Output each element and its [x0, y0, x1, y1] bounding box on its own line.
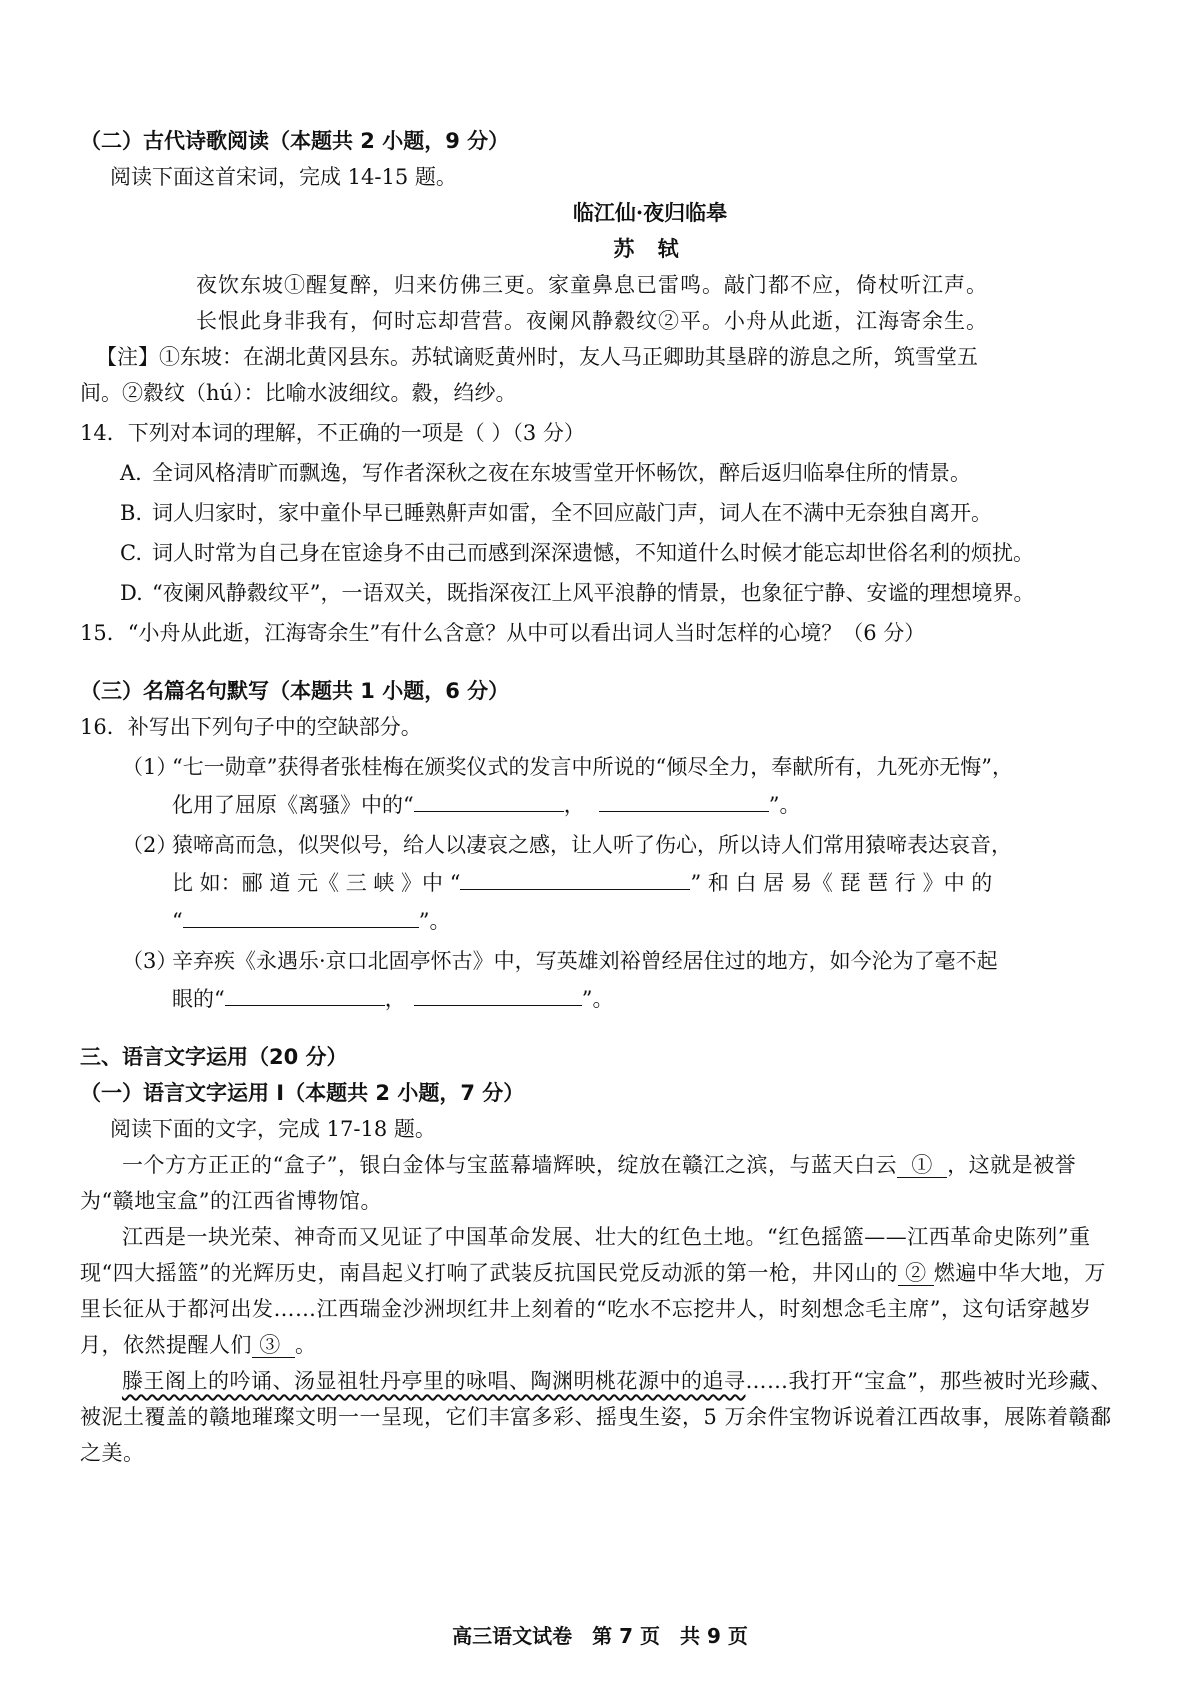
option-d[interactable]: [80, 575, 1120, 611]
poem-line-2: 长恨此身非我有，何时忘却营营。夜阑风静縠纹②平。小舟从此逝，江海寄余生。: [196, 309, 988, 333]
fill-item-text: 辛弃疾《永遇乐·京口北固亭怀古》中，写英雄刘裕曾经居住过的地方，如今沦为了毫不起: [172, 949, 998, 973]
fill-item-label: （3）: [122, 949, 178, 973]
option-label: D.: [120, 581, 143, 605]
fill-item-text: 比 如：郦 道 元《 三 峡 》中 “: [172, 871, 461, 895]
passage-paragraph-3: [80, 1363, 1120, 1471]
answer-blank[interactable]: [183, 901, 419, 928]
option-text: “夜阑风静縠纹平”，一语双关，既指深夜江上风平浪静的情景，也象征宁静、安谧的理想境界。: [152, 581, 1035, 605]
fill-item-text: ” 和 白 居 易《 琵 琶 行 》中 的: [690, 871, 993, 895]
option-label: B.: [120, 501, 143, 525]
fill-item-2: [80, 827, 1120, 939]
section-heading-poetry: （二）古代诗歌阅读（本题共 2 小题，9 分）: [80, 129, 510, 153]
page-footer: 高三语文试卷 第 7 页 共 9 页: [452, 1624, 748, 1648]
question-16-stem: 16．补写出下列句子中的空缺部分。: [80, 715, 422, 739]
passage-text: 。: [295, 1333, 317, 1357]
answer-blank[interactable]: [460, 863, 690, 890]
reading-instruction: 阅读下面的文字，完成 17-18 题。: [110, 1117, 436, 1141]
answer-blank[interactable]: [225, 979, 385, 1006]
question-14-stem: 14．下列对本词的理解，不正确的一项是（ ）（3 分）: [80, 421, 585, 445]
option-c[interactable]: [80, 535, 1120, 571]
poem-title: 临江仙·夜归临皋: [572, 200, 728, 225]
passage-text: ，这就是被誉为“赣地宝盒”的江西省博物馆。: [80, 1153, 1077, 1213]
poem-note-1: 【注】①东坡：在湖北黄冈县东。苏轼谪贬黄州时，友人马正卿助其垦辟的游息之所，筑雪堂五: [96, 345, 978, 369]
question-15-stem: 15．“小舟从此逝，江海寄余生”有什么含意？从中可以看出词人当时怎样的心境？（6 分）: [80, 621, 926, 645]
fill-item-3: [80, 943, 1120, 1017]
poetry-instruction: 阅读下面这首宋词，完成 14-15 题。: [110, 165, 457, 189]
passage-paragraph-2: [80, 1219, 1120, 1363]
section-heading-recitation: （三）名篇名句默写（本题共 1 小题，6 分）: [80, 679, 510, 703]
fill-item-text: ，: [384, 987, 406, 1011]
section-heading-language-1: （一）语言文字运用 I（本题共 2 小题，7 分）: [80, 1081, 525, 1105]
answer-blank-1[interactable]: ①: [897, 1153, 947, 1178]
answer-blank[interactable]: [599, 785, 769, 812]
answer-blank[interactable]: [414, 785, 564, 812]
fill-item-text: ”。: [581, 987, 614, 1011]
fill-item-text: “: [172, 909, 183, 933]
passage-paragraph-1: [80, 1147, 1120, 1219]
option-label: A.: [120, 461, 142, 485]
option-text: 词人归家时，家中童仆早已睡熟鼾声如雷，全不回应敲门声，词人在不满中无奈独自离开。: [152, 501, 992, 525]
fill-item-text: ”。: [768, 793, 801, 817]
passage-text: 江西是一块光荣、神奇而又见证了中国革命发展、壮大的红色土地。“红色摇篮——江西革命史陈列”重现“四大摇篮”的光辉历史，南昌起义打响了武装反抗国民党反动派的第一枪，井冈山的: [80, 1225, 1091, 1285]
passage-text: 燃遍中华大地，万里长征从于都河出发……江西瑞金沙洲坝红井上刻着的“吃水不忘挖井人，时刻想念毛主席”，这句话穿越岁月，依然提醒人们: [80, 1261, 1106, 1357]
option-b[interactable]: [80, 495, 1120, 531]
answer-blank[interactable]: [414, 979, 582, 1006]
answer-blank-3[interactable]: ③: [252, 1333, 295, 1358]
passage-text: 一个方方正正的“盒子”，银白金体与宝蓝幕墙辉映，绽放在赣江之滨，与蓝天白云: [122, 1153, 897, 1177]
poem-note-2: 间。②縠纹（hú）：比喻水波细纹。縠，绉纱。: [80, 381, 517, 405]
fill-item-text: 眼的“: [172, 987, 225, 1011]
wavy-underlined-sentence: 滕王阁上的吟诵、汤显祖牡丹亭里的咏唱、陶渊明桃花源中的追寻: [122, 1369, 746, 1393]
option-text: 全词风格清旷而飘逸，写作者深秋之夜在东坡雪堂开怀畅饮，醉后返归临皋住所的情景。: [152, 461, 971, 485]
fill-item-text: ”。: [418, 909, 451, 933]
passage-text: ……我打开“宝盒”，那些被时光珍藏、被泥土覆盖的赣地璀璨文明一一呈现，它们丰富多彩、摇曳生姿，5 万余件宝物诉说着江西故事，展陈着赣鄱之美。: [80, 1369, 1112, 1465]
fill-item-1: [80, 749, 1120, 823]
fill-item-text: 猿啼高而急，似哭似号，给人以凄哀之感，让人听了伤心，所以诗人们常用猿啼表达哀音，: [172, 833, 1012, 857]
poem-line-1: 夜饮东坡①醒复醉，归来仿佛三更。家童鼻息已雷鸣。敲门都不应，倚杖听江声。: [196, 273, 988, 297]
page-content: [80, 123, 1120, 1471]
fill-item-label: （2）: [122, 833, 178, 857]
option-label: C.: [120, 541, 142, 565]
fill-item-label: （1）: [122, 755, 178, 779]
fill-item-text: ，: [563, 793, 585, 817]
fill-item-text: “七一勋章”获得者张桂梅在颁奖仪式的发言中所说的“倾尽全力，奉献所有，九死亦无悔”，: [172, 755, 1013, 779]
poem-author: 苏 轼: [613, 236, 687, 261]
part-heading-language: 三、语言文字运用（20 分）: [80, 1045, 348, 1069]
answer-blank-2[interactable]: ②: [898, 1261, 934, 1286]
option-a[interactable]: [80, 455, 1120, 491]
option-text: 词人时常为自己身在宦途身不由己而感到深深遗憾，不知道什么时候才能忘却世俗名利的烦扰。: [152, 541, 1034, 565]
fill-item-text: 化用了屈原《离骚》中的“: [172, 793, 414, 817]
